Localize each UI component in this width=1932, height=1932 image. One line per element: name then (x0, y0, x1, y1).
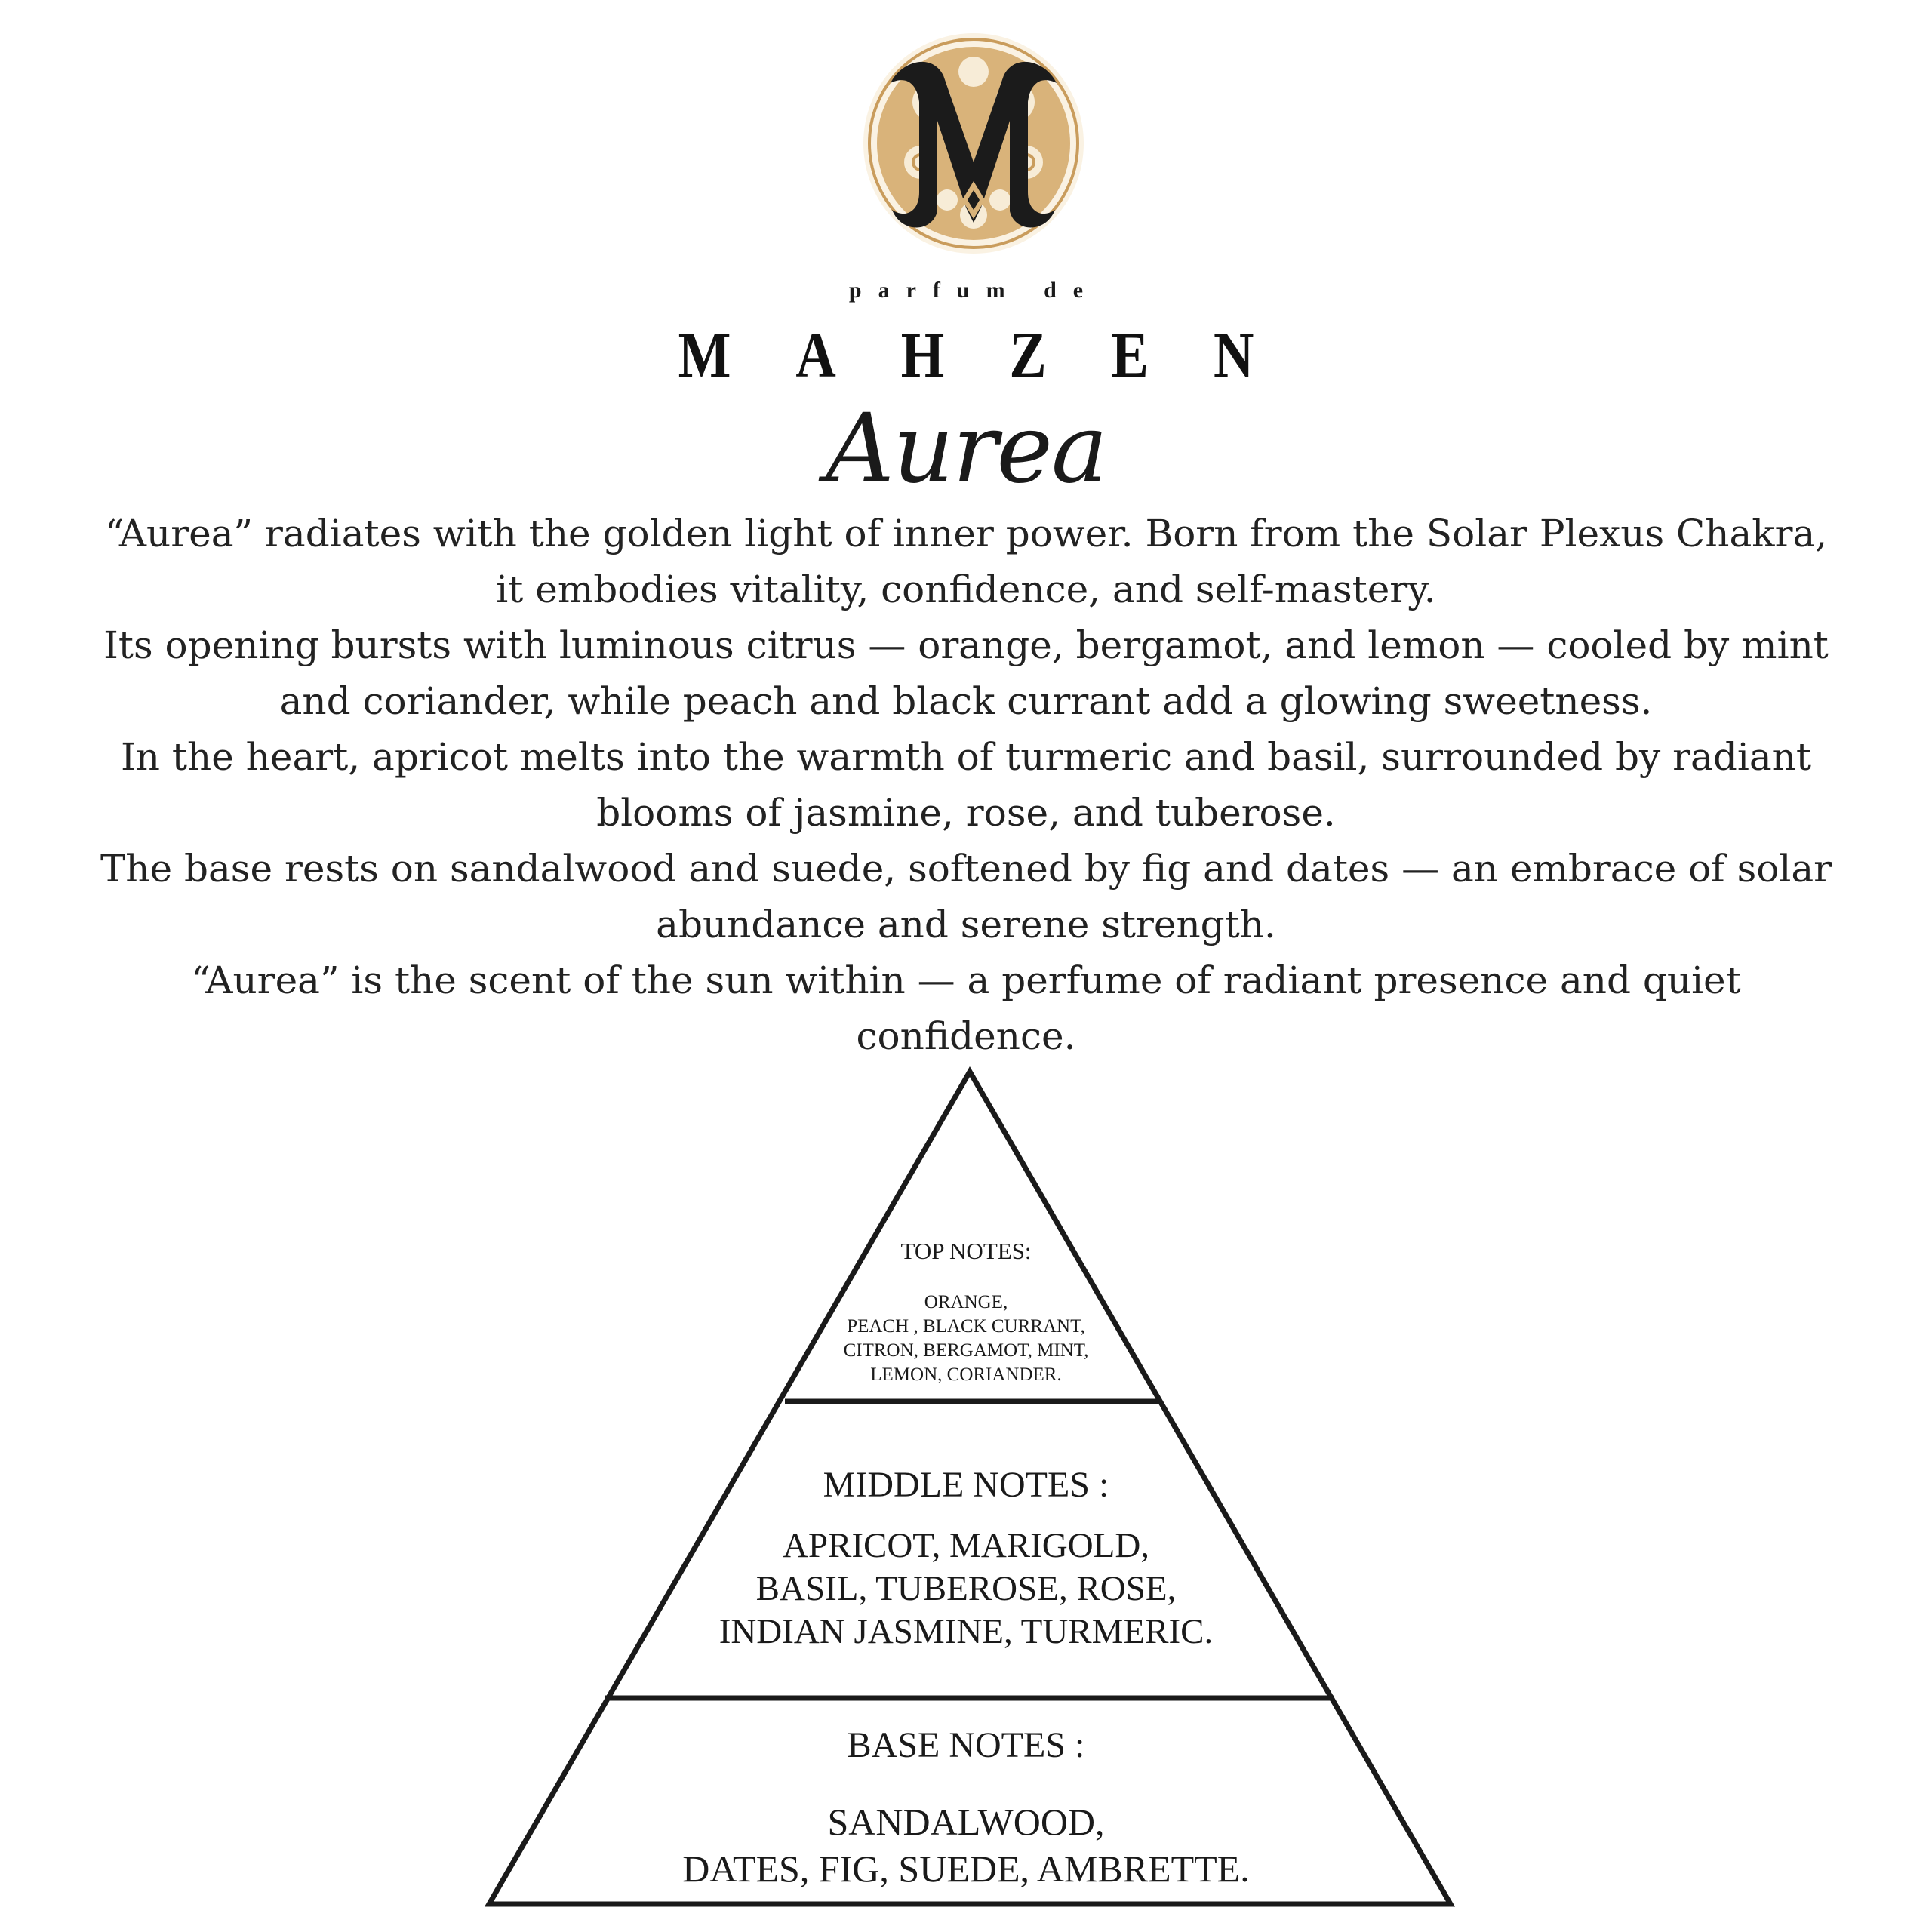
top-note-line: PEACH , BLACK CURRANT, (847, 1316, 1085, 1337)
product-name: Aurea (825, 393, 1107, 504)
middle-note-line: INDIAN JASMINE, TURMERIC. (718, 1612, 1214, 1651)
middle-notes-list (0, 1524, 1932, 1654)
middle-note-line: APRICOT, MARIGOLD, (782, 1526, 1150, 1565)
brand-name: MAHZEN (678, 318, 1319, 391)
description-paragraph: The base rests on sandalwood and suede, softened by fig and dates — an embrace of solar abundance and serene strength. (100, 847, 1832, 946)
base-note-line: DATES, FIG, SUEDE, AMBRETTE. (682, 1847, 1250, 1890)
description-paragraph: Its opening bursts with luminous citrus — orange, bergamot, and lemon — cooled by mint and coriander, while peach and black currant add a glowing sweetness. (103, 623, 1829, 723)
top-note-line: CITRON, BERGAMOT, MINT, (843, 1340, 1089, 1361)
middle-notes-title: MIDDLE NOTES : (823, 1465, 1109, 1505)
brand-prefix: parfum de (848, 278, 1100, 303)
top-note-line: LEMON, CORIANDER. (870, 1364, 1062, 1385)
top-notes-title: TOP NOTES: (900, 1238, 1032, 1264)
base-notes-title: BASE NOTES : (847, 1725, 1085, 1765)
middle-note-line: BASIL, TUBEROSE, ROSE, (755, 1569, 1177, 1608)
top-note-line: ORANGE, (924, 1292, 1008, 1312)
description-paragraph: “Aurea” radiates with the golden light of inner power. Born from the Solar Plexus Chakra, it embodies vitality, confidence, and self-mastery. (104, 512, 1828, 611)
description-paragraph: “Aurea” is the scent of the sun within — a perfume of radiant presence and quiet confidence. (191, 958, 1741, 1058)
base-note-line: SANDALWOOD, (827, 1801, 1105, 1843)
base-notes-list (0, 1798, 1932, 1892)
description-paragraph: In the heart, apricot melts into the warmth of turmeric and basil, surrounded by radiant blooms of jasmine, rose, and tuberose. (121, 735, 1811, 835)
top-notes-list (0, 1291, 1932, 1387)
